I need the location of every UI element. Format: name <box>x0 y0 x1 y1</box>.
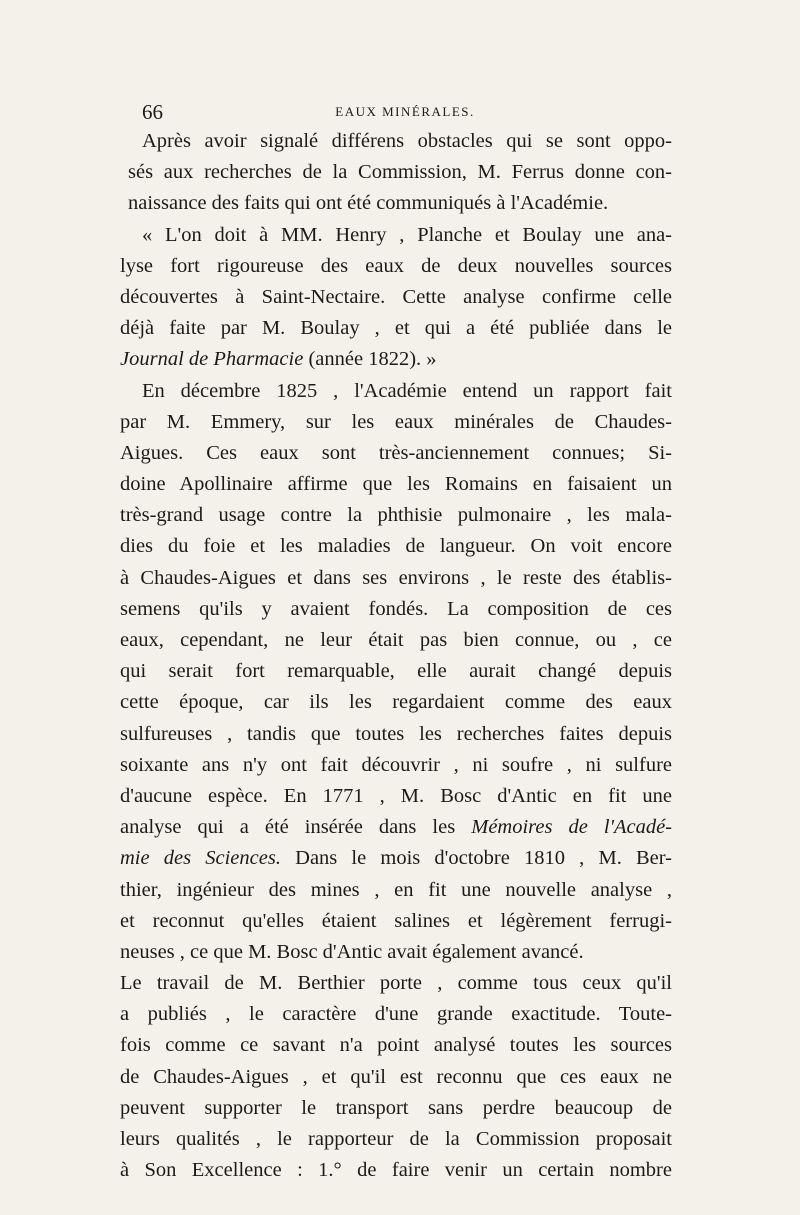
text-line: de Chaudes-Aigues , et qu'il est reconnu que ces eaux ne <box>120 1065 672 1088</box>
text-span: (année 1822). » <box>303 348 437 371</box>
text-line: découvertes à Saint-Nectaire. Cette analyse confirme celle <box>120 285 672 308</box>
text-line: et reconnut qu'elles étaient salines et légèrement ferrugi- <box>120 909 672 932</box>
text-line: d'aucune espèce. En 1771 , M. Bosc d'Antic en fit une <box>120 784 672 807</box>
text-line: soixante ans n'y ont fait découvrir , ni soufre , ni sulfure <box>120 753 672 776</box>
text-line: doine Apollinaire affirme que les Romains en faisaient un <box>120 473 672 496</box>
text-line: « L'on doit à MM. Henry , Planche et Boulay une ana- <box>142 223 672 246</box>
text-line: naissance des faits qui ont été communiqués à l'Académie. <box>128 192 609 215</box>
text-line: lyse fort rigoureuse des eaux de deux nouvelles sources <box>120 254 672 277</box>
text-line: Le travail de M. Berthier porte , comme tous ceux qu'il <box>120 972 672 995</box>
page-number: 66 <box>142 100 163 124</box>
text-line: à Chaudes-Aigues et dans ses environs , le reste des établis- <box>120 566 672 589</box>
text-line: dies du foie et les maladies de langueur. On voit encore <box>120 535 672 558</box>
text-line: fois comme ce savant n'a point analysé toutes les sources <box>120 1034 672 1057</box>
text-line: a publiés , le caractère d'une grande exactitude. Toute- <box>120 1003 672 1026</box>
italic-text: Mémoires de l'Acadé- <box>471 816 672 839</box>
text-span: analyse qui a été insérée dans les <box>120 816 472 839</box>
body-text <box>112 126 672 1186</box>
text-line <box>112 843 672 874</box>
text-line: neuses , ce que M. Bosc d'Antic avait également avancé. <box>120 940 584 963</box>
text-line: qui serait fort remarquable, elle aurait changé depuis <box>120 660 672 683</box>
text-line <box>112 344 672 375</box>
text-line: cette époque, car ils les regardaient comme des eaux <box>120 691 672 714</box>
italic-text: mie des Sciences. <box>120 847 281 870</box>
text-line: très-grand usage contre la phthisie pulmonaire , les mala- <box>120 504 672 527</box>
text-line: par M. Emmery, sur les eaux minérales de Chaudes- <box>120 410 672 433</box>
text-line: eaux, cependant, ne leur était pas bien connue, ou , ce <box>120 629 672 651</box>
text-line: semens qu'ils y avaient fondés. La composition de ces <box>120 597 672 620</box>
text-line: Aigues. Ces eaux sont très-anciennement connues; Si- <box>120 441 672 464</box>
text-line: sulfureuses , tandis que toutes les recherches faites depuis <box>120 722 672 745</box>
text-line <box>112 812 672 843</box>
text-line: peuvent supporter le transport sans perdre beaucoup de <box>120 1096 672 1119</box>
page-header <box>142 100 668 126</box>
running-head: EAUX MINÉRALES. <box>335 104 475 119</box>
text-line: thier, ingénieur des mines , en fit une nouvelle analyse , <box>120 878 672 901</box>
text-line: leurs qualités , le rapporteur de la Commission proposait <box>120 1128 672 1150</box>
text-line: sés aux recherches de la Commission, M. Ferrus donne con- <box>128 161 672 184</box>
text-line: à Son Excellence : 1.° de faire venir un certain nombre <box>120 1159 672 1182</box>
text-line: déjà faite par M. Boulay , et qui a été publiée dans le <box>120 317 672 340</box>
text-line: Après avoir signalé différens obstacles qui se sont oppo- <box>142 130 672 152</box>
text-line: En décembre 1825 , l'Académie entend un rapport fait <box>142 379 672 402</box>
italic-text: Journal de Pharmacie <box>120 348 304 371</box>
text-span: Dans le mois d'octobre 1810 , M. Ber- <box>280 847 673 870</box>
